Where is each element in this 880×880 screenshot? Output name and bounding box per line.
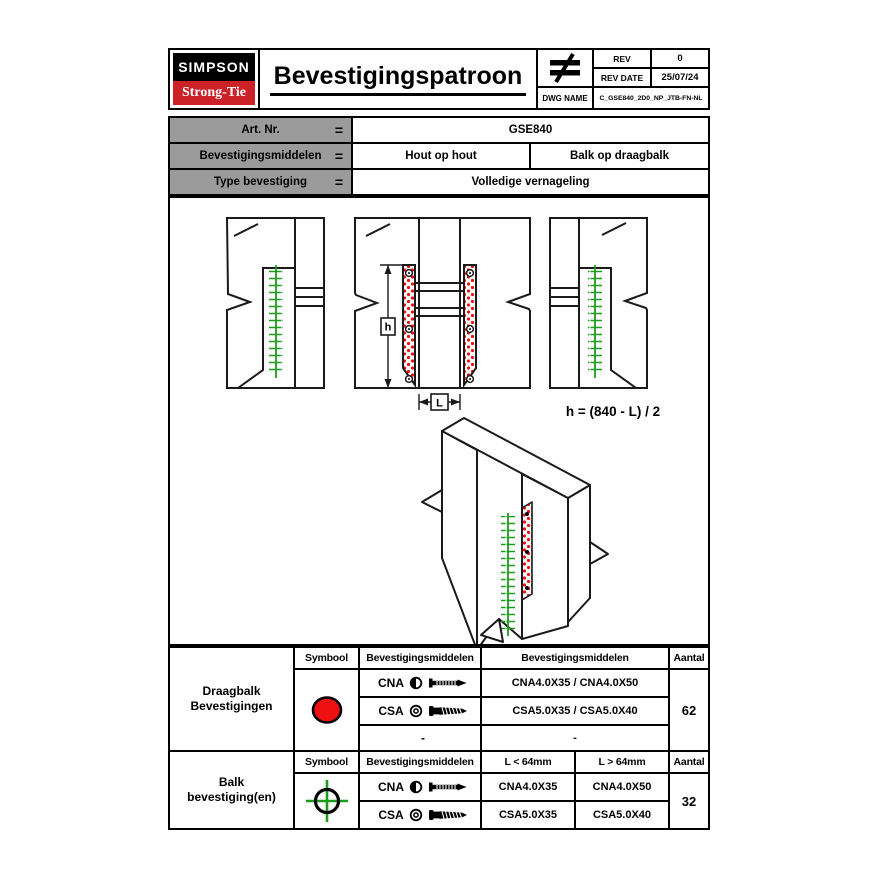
rev-label: REV bbox=[594, 50, 650, 67]
cna-value: CNA4.0X35 / CNA4.0X50 bbox=[482, 670, 668, 696]
sheet-title-text: Bevestigingspatroon bbox=[270, 62, 527, 96]
art-nr-label-cell bbox=[170, 118, 351, 142]
header-aantal: Aantal bbox=[670, 648, 708, 668]
simpson-strongtie-logo bbox=[170, 50, 260, 108]
revision-block bbox=[536, 50, 708, 108]
fastener-dash: - bbox=[360, 726, 480, 750]
screw-side-icon bbox=[428, 704, 468, 718]
bevestigingsmiddelen-value-1: Hout op hout bbox=[353, 144, 529, 168]
header-symbool: Symbool bbox=[295, 752, 358, 772]
aantal-draagbalk: 62 bbox=[670, 670, 708, 750]
table-draagbalk-bevestigingen bbox=[168, 646, 710, 752]
isometric-view bbox=[422, 418, 608, 644]
type-bevestiging-label-cell bbox=[170, 170, 351, 194]
bevestigingsmiddelen-value-2: Balk op draagbalk bbox=[531, 144, 708, 168]
sheet-title bbox=[260, 50, 536, 108]
equals-sign: = bbox=[334, 122, 343, 138]
break-wedge bbox=[590, 542, 608, 564]
not-equal-icon bbox=[538, 50, 592, 86]
formula-text: h = (840 - L) / 2 bbox=[565, 404, 661, 419]
front-view-middle bbox=[355, 218, 530, 410]
drawing-area bbox=[168, 196, 710, 646]
cna-long: CNA4.0X50 bbox=[576, 774, 668, 800]
dwg-name-value: C_GSE840_2D0_NP_JTB-FN-NL bbox=[594, 88, 708, 108]
fastener-cna: CNA bbox=[360, 670, 480, 696]
type-bevestiging-value: Volledige vernageling bbox=[353, 170, 708, 194]
bevestigingsmiddelen-label: Bevestigingsmiddelen bbox=[199, 150, 322, 162]
rev-date-value: 25/07/24 bbox=[652, 69, 708, 86]
logo-strongtie-text: Strong-Tie bbox=[173, 81, 255, 105]
header-bevestigingsmiddelen: Bevestigingsmiddelen bbox=[360, 648, 480, 668]
property-rows bbox=[168, 116, 710, 196]
nail-head-icon bbox=[409, 780, 423, 794]
csa-value: CSA5.0X35 / CSA5.0X40 bbox=[482, 698, 668, 724]
dash-value: - bbox=[482, 726, 668, 750]
nail-side-icon bbox=[428, 780, 468, 794]
header-bevestigingsmiddelen-2: Bevestigingsmiddelen bbox=[482, 648, 668, 668]
header-l-lt-64: L < 64mm bbox=[482, 752, 574, 772]
title-block bbox=[168, 48, 710, 110]
crosshair-icon bbox=[295, 774, 358, 828]
dim-L-label: L bbox=[436, 397, 443, 410]
table-balk-bevestigingen bbox=[168, 752, 710, 830]
side-view-right bbox=[550, 218, 647, 388]
drawing-sheet bbox=[168, 48, 710, 830]
bevestigingsmiddelen-label-cell bbox=[170, 144, 351, 168]
dimension-L bbox=[419, 394, 460, 410]
rev-date-label: REV DATE bbox=[594, 69, 650, 86]
equals-sign: = bbox=[334, 148, 343, 164]
header-aantal: Aantal bbox=[670, 752, 708, 772]
logo-simpson-text: SIMPSON bbox=[173, 53, 255, 81]
rev-value: 0 bbox=[652, 50, 708, 67]
type-bevestiging-label: Type bevestiging bbox=[213, 176, 308, 188]
header-symbool: Symbool bbox=[295, 648, 358, 668]
fastener-csa: CSA bbox=[360, 802, 480, 828]
nail-side-icon bbox=[428, 676, 468, 690]
red-circle-icon bbox=[295, 670, 358, 750]
equals-sign: = bbox=[334, 174, 343, 190]
csa-long: CSA5.0X40 bbox=[576, 802, 668, 828]
draagbalk-row-label: Draagbalk Bevestigingen bbox=[170, 648, 293, 750]
cna-short: CNA4.0X35 bbox=[482, 774, 574, 800]
csa-short: CSA5.0X35 bbox=[482, 802, 574, 828]
nail-head-icon bbox=[409, 676, 423, 690]
art-nr-label: Art. Nr. bbox=[241, 124, 280, 136]
aantal-balk: 32 bbox=[670, 774, 708, 828]
header-bevestigingsmiddelen: Bevestigingsmiddelen bbox=[360, 752, 480, 772]
break-wedge bbox=[422, 490, 442, 512]
fastener-cna: CNA bbox=[360, 774, 480, 800]
dim-h-label: h bbox=[384, 321, 392, 334]
screw-side-icon bbox=[428, 808, 468, 822]
screw-head-icon bbox=[409, 808, 423, 822]
side-view-left bbox=[227, 218, 324, 388]
header-l-gt-64: L > 64mm bbox=[576, 752, 668, 772]
dwg-name-label: DWG NAME bbox=[538, 88, 592, 108]
balk-row-label: Balk bevestiging(en) bbox=[170, 752, 293, 828]
fastener-csa: CSA bbox=[360, 698, 480, 724]
screw-head-icon bbox=[409, 704, 423, 718]
art-nr-value: GSE840 bbox=[353, 118, 708, 142]
